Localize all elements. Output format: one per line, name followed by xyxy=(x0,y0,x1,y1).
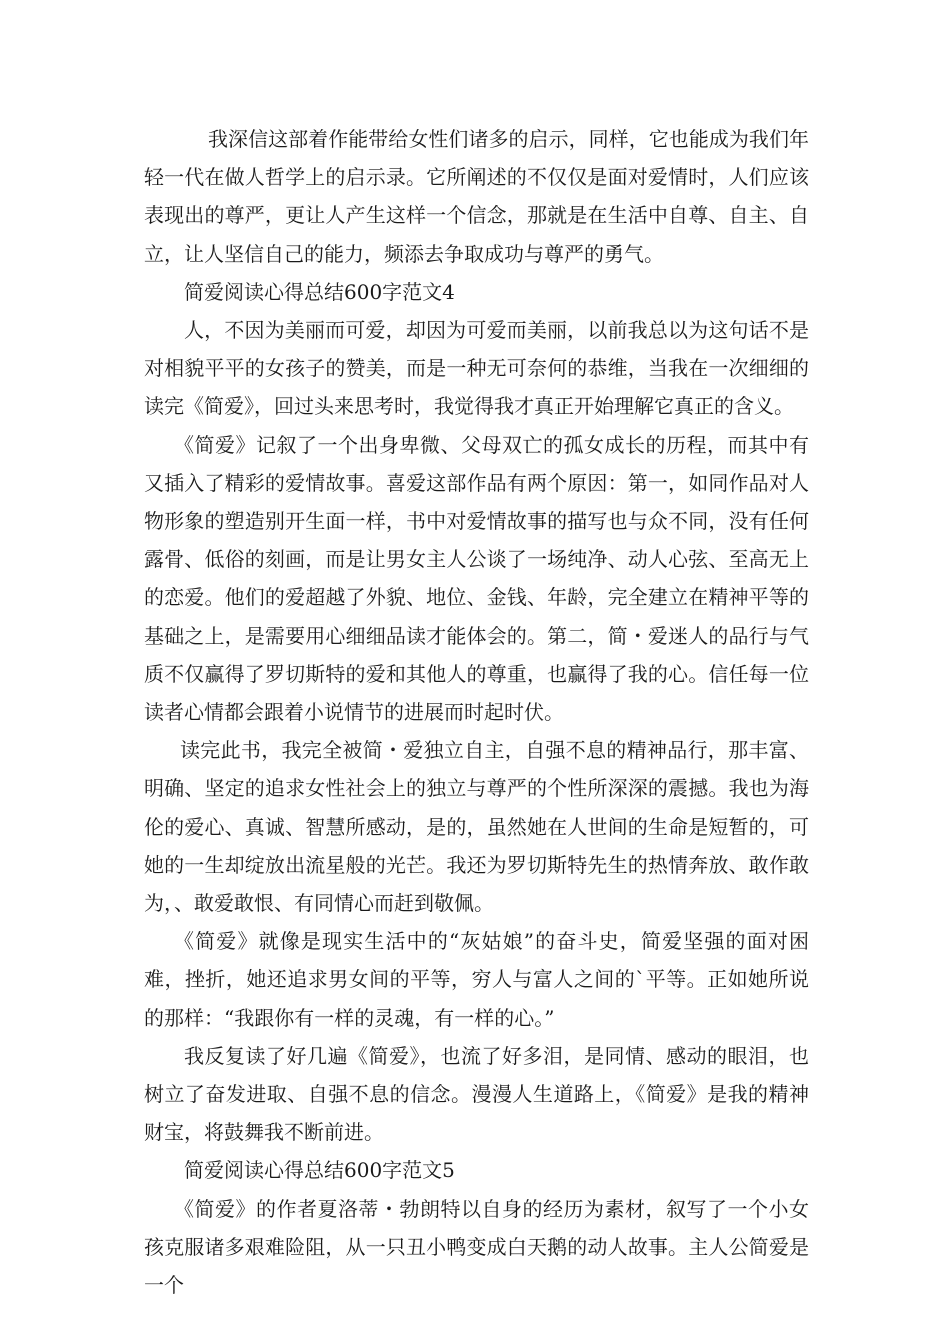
paragraph-5-1: 《简爱》的作者夏洛蒂・勃朗特以自身的经历为素材，叙写了一个小女孩克服诸多艰难险阻，从一只丑小鸭变成白天鹅的动人故事。主人公简爱是一个 xyxy=(144,1196,809,1298)
paragraph-4-4: 《简爱》就像是现实生活中的“灰姑娘”的奋斗史，简爱坚强的面对困难，挫折，她还追求男女间的平等，穷人与富人之间的`平等。正如她所说的那样：“我跟你有一样的灵魂，有一样的心。” xyxy=(144,929,809,1030)
paragraph-intro-conclusion: 我深信这部着作能带给女性们诸多的启示，同样，它也能成为我们年轻一代在做人哲学上的启示录。它所阐述的不仅仅是面对爱情时，人们应该表现出的尊严，更让人产生这样一个信念，那就是在生活中自尊、自主、自立，让人坚信自己的能力，频添去争取成功与尊严的勇气。 xyxy=(144,127,809,266)
paragraph-4-1: 人，不因为美丽而可爱，却因为可爱而美丽，以前我总以为这句话不是对相貌平平的女孩子的赞美，而是一种无可奈何的恭维，当我在一次细细的读完《简爱》，回过头来思考时，我觉得我才真正开始理解它真正的含义。 xyxy=(144,318,809,419)
paragraph-4-5: 我反复读了好几遍《简爱》，也流了好多泪，是同情、感动的眼泪，也树立了奋发进取、自强不息的信念。漫漫人生道路上，《简爱》是我的精神财宝，将鼓舞我不断前进。 xyxy=(144,1043,809,1145)
paragraph-4-3: 读完此书，我完全被简・爱独立自主，自强不息的精神品行，那丰富、明确、坚定的追求女性社会上的独立与尊严的个性所深深的震撼。我也为海伦的爱心、真诚、智慧所感动，是的，虽然她在人世间的生命是短暂的，可她的一生却绽放出流星般的光芒。我还为罗切斯特先生的热情奔放、敢作敢为，、敢爱敢恨、有同情心而赶到敬佩。 xyxy=(144,738,809,916)
section-heading-5: 简爱阅读心得总结600字范文5 xyxy=(184,1158,455,1183)
paragraph-4-2: 《简爱》记叙了一个出身卑微、父母双亡的孤女成长的历程，而其中有又插入了精彩的爱情故事。喜爱这部作品有两个原因：第一，如同作品对人物形象的塑造别开生面一样，书中对爱情故事的描写也与众不同，没有任何露骨、低俗的刻画，而是让男女主人公谈了一场纯净、动人心弦、至高无上的恋爱。他们的爱超越了外貌、地位、金钱、年龄，完全建立在精神平等的基础之上，是需要用心细细品读才能体会的。第二，简・爱迷人的品行与气质不仅赢得了罗切斯特的爱和其他人的尊重，也赢得了我的心。信任每一位读者心情都会跟着小说情节的进展而时起时伏。 xyxy=(144,432,809,725)
section-heading-4: 简爱阅读心得总结600字范文4 xyxy=(184,279,455,304)
document-body xyxy=(144,120,809,1304)
